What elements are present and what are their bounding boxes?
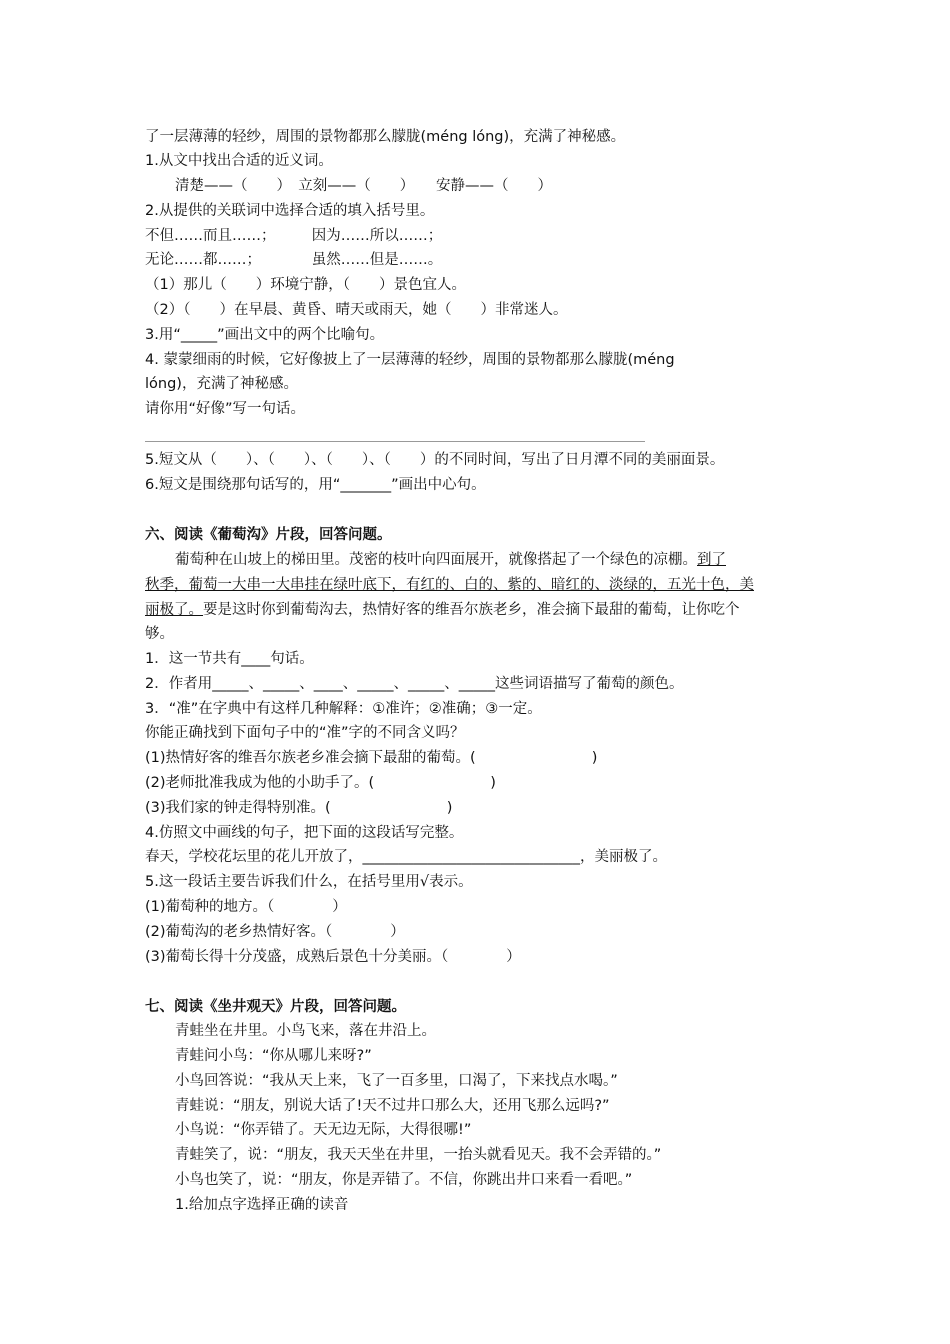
s6-question: (3)葡萄长得十分茂盛，成熟后景色十分美丽。（ ） [145, 949, 521, 965]
s7-line: 青蛙笑了，说：“朋友，我天天坐在井里，一抬头就看见天。我不会弄错的。” [175, 1147, 662, 1163]
question-4: 4. 蒙蒙细雨的时候，它好像披上了一层薄薄的轻纱，周围的景物都那么朦胧(méng [145, 352, 675, 368]
fill-in-2: （2）（ ）在早晨、黄昏、晴天或雨天，她（ ）非常迷人。 [145, 302, 568, 318]
section-6-title: 六、阅读《葡萄沟》片段，回答问题。 [145, 527, 392, 543]
fill-in-1: （1）那儿（ ）环境宁静，（ ）景色宜人。 [145, 277, 466, 293]
s6-question: (2)葡萄沟的老乡热情好客。（ ） [145, 924, 405, 940]
s6-question: 你能正确找到下面句子中的“准”字的不同含义吗？ [145, 725, 465, 741]
s6-question: 5.这一段话主要告诉我们什么，在括号里用√表示。 [145, 874, 473, 890]
question-4-prompt: 请你用“好像”写一句话。 [145, 401, 306, 417]
passage-text: 葡萄种在山坡上的梯田里。茂密的枝叶向四面展开，就像搭起了一个绿色的凉棚。 [175, 552, 697, 568]
s6-question: 4.仿照文中画线的句子，把下面的这段话写完整。 [145, 825, 464, 841]
s6-question: (2)老师批准我成为他的小助手了。( ) [145, 775, 496, 791]
passage-line [175, 548, 815, 572]
conjunction-options: 不但……而且……； 因为……所以……； [145, 228, 443, 244]
s7-line: 青蛙坐在井里。小鸟飞来，落在井沿上。 [175, 1023, 436, 1039]
s7-line: 小鸟回答说：“我从天上来，飞了一百多里，口渴了，下来找点水喝。” [175, 1073, 618, 1089]
underlined-text: 秋季，葡萄一大串一大串挂在绿叶底下，有红的、白的、紫的、暗红的、淡绿的，五光十色，美 [145, 577, 754, 593]
s6-question: 1．这一节共有____句话。 [145, 651, 314, 667]
s6-question: (1)葡萄种的地方。（ ） [145, 899, 347, 915]
passage-line [145, 598, 815, 622]
text-line: 了一层薄薄的轻纱，周围的景物都那么朦胧(méng lóng)，充满了神秘感。 [145, 129, 626, 145]
question-2: 2.从提供的关联词中选择合适的填入括号里。 [145, 203, 435, 219]
question-4-cont: lóng)，充满了神秘感。 [145, 376, 298, 392]
question-6: 6.短文是围绕那句话写的，用“_______”画出中心句。 [145, 477, 486, 493]
answer-line [145, 441, 645, 442]
passage-line: 够。 [145, 626, 174, 642]
s6-question: 春天，学校花坛里的花儿开放了，______________________________，美丽极了。 [145, 849, 667, 865]
section-7-title: 七、阅读《坐井观天》片段，回答问题。 [145, 999, 406, 1015]
s6-question: 2．作者用_____、_____、____、_____、_____、_____这些词语描写了葡萄的颜色。 [145, 676, 684, 692]
s7-line: 青蛙说：“朋友，别说大话了!天不过井口那么大，还用飞那么远吗?” [175, 1098, 610, 1114]
s6-question: (3)我们家的钟走得特别准。( ) [145, 800, 453, 816]
s7-line: 小鸟也笑了，说：“朋友，你是弄错了。不信，你跳出井口来看一看吧。” [175, 1172, 633, 1188]
passage-text: 要是这时你到葡萄沟去，热情好客的维吾尔族老乡，准会摘下最甜的葡萄，让你吃个 [203, 602, 740, 618]
s7-line: 小鸟说：“你弄错了。天无边无际，大得很哪!” [175, 1122, 472, 1138]
s7-line: 青蛙问小鸟：“你从哪儿来呀?” [175, 1048, 372, 1064]
question-1: 1.从文中找出合适的近义词。 [145, 153, 333, 169]
s6-question: 3．“准”在字典中有这样几种解释：①准许；②准确；③一定。 [145, 701, 542, 717]
s7-question: 1.给加点字选择正确的读音 [175, 1197, 349, 1213]
synonym-blanks: 清楚——（ ） 立刻——（ ） 安静——（ ） [175, 178, 552, 194]
conjunction-options: 无论……都……； 虽然……但是……。 [145, 252, 443, 268]
underlined-text: 到了 [697, 552, 726, 568]
question-3: 3.用“_____”画出文中的两个比喻句。 [145, 327, 385, 343]
s6-question: (1)热情好客的维吾尔族老乡准会摘下最甜的葡萄。( ) [145, 750, 598, 766]
underlined-text: 丽极了。 [145, 602, 203, 618]
question-5: 5.短文从（ ）、（ ）、（ ）、（ ）的不同时间，写出了日月潭不同的美丽面景。 [145, 452, 725, 468]
